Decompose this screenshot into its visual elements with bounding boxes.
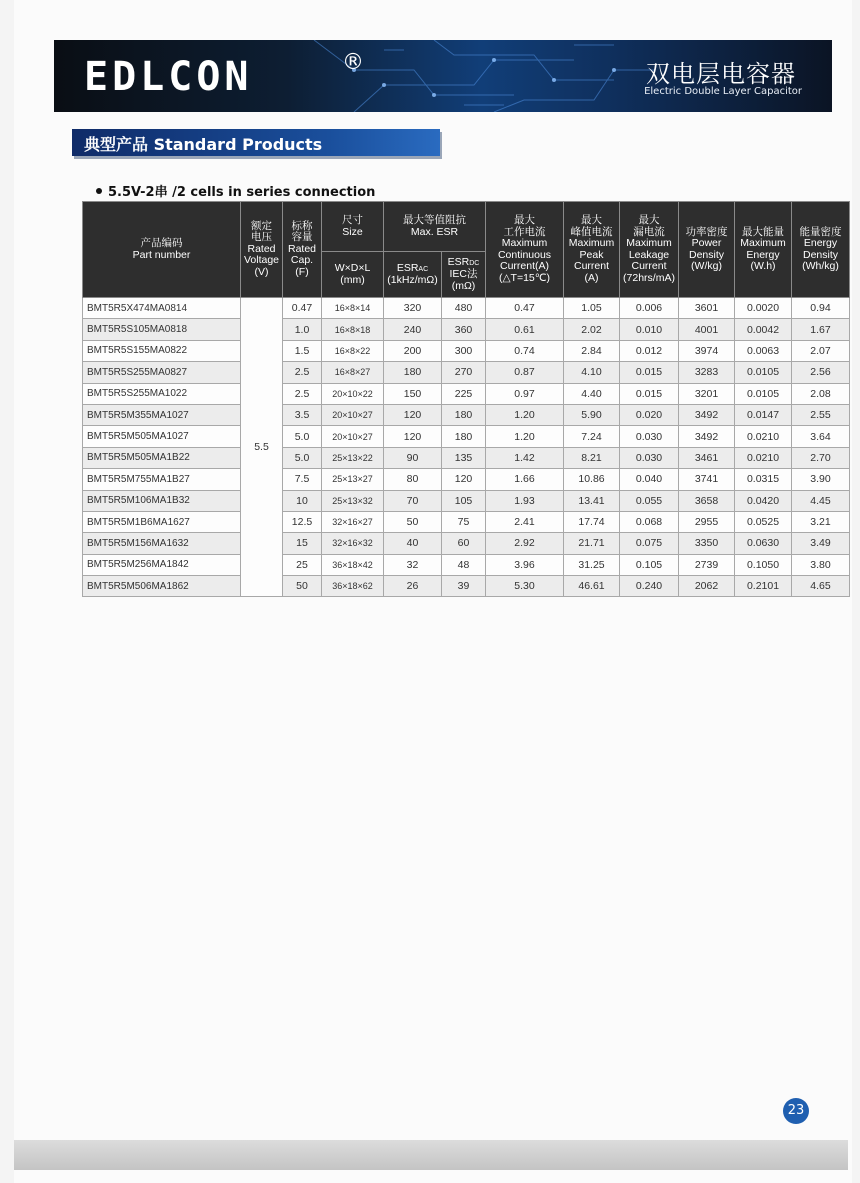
- cell-part-number: BMT5R5M1B6MA1627: [83, 511, 241, 532]
- table-row: [83, 426, 850, 447]
- cell-energy-density: 3.80: [792, 554, 850, 575]
- cell-power-density: 3350: [679, 533, 735, 554]
- table-row: [83, 404, 850, 425]
- cell-size: 25×13×32: [322, 490, 384, 511]
- cell-esr-ac: 120: [384, 404, 442, 425]
- cell-continuous-current: 2.92: [486, 533, 564, 554]
- table-row: [83, 533, 850, 554]
- cell-energy-density: 3.90: [792, 469, 850, 490]
- cell-capacitance: 1.5: [283, 340, 322, 361]
- cell-max-energy: 0.0525: [735, 511, 792, 532]
- cell-capacitance: 25: [283, 554, 322, 575]
- cell-max-energy: 0.0020: [735, 298, 792, 319]
- cell-max-energy: 0.0063: [735, 340, 792, 361]
- cell-esr-dc: 180: [442, 404, 486, 425]
- cell-leakage-current: 0.015: [620, 362, 679, 383]
- cell-esr-dc: 225: [442, 383, 486, 404]
- cell-size: 16×8×18: [322, 319, 384, 340]
- cell-esr-dc: 300: [442, 340, 486, 361]
- cell-energy-density: 2.07: [792, 340, 850, 361]
- cell-peak-current: 4.10: [564, 362, 620, 383]
- cell-part-number: BMT5R5M106MA1B32: [83, 490, 241, 511]
- cell-energy-density: 3.64: [792, 426, 850, 447]
- cell-max-energy: 0.0105: [735, 383, 792, 404]
- table-row: [83, 383, 850, 404]
- cell-esr-ac: 120: [384, 426, 442, 447]
- cell-part-number: BMT5R5M256MA1842: [83, 554, 241, 575]
- bullet-icon: [96, 188, 102, 194]
- standard-products-table: [82, 201, 850, 597]
- cell-max-energy: 0.2101: [735, 576, 792, 597]
- cell-esr-dc: 180: [442, 426, 486, 447]
- cell-power-density: 3201: [679, 383, 735, 404]
- header-size-dims: W×D×L (mm): [322, 252, 384, 298]
- table-row: [83, 319, 850, 340]
- section-title: 典型产品 Standard Products: [84, 135, 323, 154]
- cell-capacitance: 5.0: [283, 447, 322, 468]
- cell-power-density: 3658: [679, 490, 735, 511]
- cell-power-density: 3283: [679, 362, 735, 383]
- cell-size: 36×18×42: [322, 554, 384, 575]
- cell-size: 16×8×22: [322, 340, 384, 361]
- cell-capacitance: 15: [283, 533, 322, 554]
- cell-leakage-current: 0.040: [620, 469, 679, 490]
- cell-size: 20×10×27: [322, 404, 384, 425]
- header-part-number: 产品编码 Part number: [83, 202, 241, 298]
- cell-peak-current: 2.02: [564, 319, 620, 340]
- cell-energy-density: 2.08: [792, 383, 850, 404]
- cell-esr-ac: 180: [384, 362, 442, 383]
- cell-capacitance: 12.5: [283, 511, 322, 532]
- header-rated-capacitance: 标称 容量 Rated Cap. (F): [283, 202, 322, 298]
- cell-peak-current: 13.41: [564, 490, 620, 511]
- cell-peak-current: 31.25: [564, 554, 620, 575]
- cell-peak-current: 46.61: [564, 576, 620, 597]
- cell-esr-dc: 48: [442, 554, 486, 575]
- cell-size: 32×16×32: [322, 533, 384, 554]
- cell-leakage-current: 0.020: [620, 404, 679, 425]
- cell-capacitance: 2.5: [283, 383, 322, 404]
- cell-max-energy: 0.0630: [735, 533, 792, 554]
- header-esr-ac: ESRAC (1kHz/mΩ): [384, 252, 442, 298]
- cell-size: 20×10×22: [322, 383, 384, 404]
- header-energy-density: 能量密度 Energy Density (Wh/kg): [792, 202, 850, 298]
- cell-esr-ac: 320: [384, 298, 442, 319]
- cell-part-number: BMT5R5M505MA1B22: [83, 447, 241, 468]
- header-size: 尺寸 Size: [322, 202, 384, 252]
- cell-power-density: 3741: [679, 469, 735, 490]
- table-row: [83, 511, 850, 532]
- header-title-en: Electric Double Layer Capacitor: [644, 86, 802, 97]
- cell-continuous-current: 3.96: [486, 554, 564, 575]
- cell-capacitance: 3.5: [283, 404, 322, 425]
- header-leakage-current: 最大 漏电流 Maximum Leakage Current (72hrs/mA): [620, 202, 679, 298]
- cell-continuous-current: 0.97: [486, 383, 564, 404]
- cell-leakage-current: 0.030: [620, 426, 679, 447]
- cell-size: 16×8×27: [322, 362, 384, 383]
- cell-esr-ac: 40: [384, 533, 442, 554]
- cell-max-energy: 0.0210: [735, 447, 792, 468]
- cell-capacitance: 0.47: [283, 298, 322, 319]
- header-continuous-current: 最大 工作电流 Maximum Continuous Current(A) (△T=15℃): [486, 202, 564, 298]
- subtitle-text: 5.5V-2串 /2 cells in series connection: [108, 185, 376, 200]
- cell-continuous-current: 0.74: [486, 340, 564, 361]
- cell-esr-dc: 75: [442, 511, 486, 532]
- cell-esr-ac: 200: [384, 340, 442, 361]
- cell-leakage-current: 0.075: [620, 533, 679, 554]
- cell-esr-dc: 270: [442, 362, 486, 383]
- series-subtitle: [96, 181, 375, 200]
- cell-continuous-current: 0.61: [486, 319, 564, 340]
- cell-esr-ac: 70: [384, 490, 442, 511]
- cell-esr-dc: 360: [442, 319, 486, 340]
- cell-part-number: BMT5R5M506MA1862: [83, 576, 241, 597]
- cell-esr-ac: 90: [384, 447, 442, 468]
- registered-mark: ®: [342, 50, 364, 75]
- cell-power-density: 3492: [679, 426, 735, 447]
- cell-capacitance: 10: [283, 490, 322, 511]
- table-row: [83, 490, 850, 511]
- cell-peak-current: 1.05: [564, 298, 620, 319]
- cell-esr-ac: 26: [384, 576, 442, 597]
- cell-max-energy: 0.0420: [735, 490, 792, 511]
- table-row: [83, 576, 850, 597]
- cell-energy-density: 0.94: [792, 298, 850, 319]
- cell-part-number: BMT5R5S255MA0827: [83, 362, 241, 383]
- cell-peak-current: 2.84: [564, 340, 620, 361]
- cell-peak-current: 8.21: [564, 447, 620, 468]
- cell-capacitance: 1.0: [283, 319, 322, 340]
- cell-power-density: 4001: [679, 319, 735, 340]
- header-esr-dc: ESRDC IEC法 (mΩ): [442, 252, 486, 298]
- cell-power-density: 3461: [679, 447, 735, 468]
- cell-continuous-current: 1.66: [486, 469, 564, 490]
- cell-energy-density: 3.21: [792, 511, 850, 532]
- cell-continuous-current: 0.47: [486, 298, 564, 319]
- cell-size: 20×10×27: [322, 426, 384, 447]
- cell-esr-dc: 39: [442, 576, 486, 597]
- table-row: [83, 469, 850, 490]
- cell-part-number: BMT5R5S255MA1022: [83, 383, 241, 404]
- cell-power-density: 2955: [679, 511, 735, 532]
- cell-power-density: 2739: [679, 554, 735, 575]
- cell-esr-ac: 80: [384, 469, 442, 490]
- cell-capacitance: 2.5: [283, 362, 322, 383]
- cell-max-energy: 0.0147: [735, 404, 792, 425]
- cell-peak-current: 21.71: [564, 533, 620, 554]
- cell-energy-density: 2.55: [792, 404, 850, 425]
- cell-continuous-current: 5.30: [486, 576, 564, 597]
- cell-part-number: BMT5R5M505MA1027: [83, 426, 241, 447]
- cell-peak-current: 7.24: [564, 426, 620, 447]
- header-title-cn: 双电层电容器: [646, 60, 796, 88]
- cell-energy-density: 2.70: [792, 447, 850, 468]
- cell-leakage-current: 0.015: [620, 383, 679, 404]
- cell-peak-current: 10.86: [564, 469, 620, 490]
- cell-capacitance: 7.5: [283, 469, 322, 490]
- cell-size: 16×8×14: [322, 298, 384, 319]
- cell-part-number: BMT5R5M355MA1027: [83, 404, 241, 425]
- cell-esr-dc: 120: [442, 469, 486, 490]
- cell-size: 25×13×22: [322, 447, 384, 468]
- cell-peak-current: 17.74: [564, 511, 620, 532]
- cell-energy-density: 4.65: [792, 576, 850, 597]
- table-row: [83, 447, 850, 468]
- cell-esr-dc: 480: [442, 298, 486, 319]
- cell-part-number: BMT5R5M156MA1632: [83, 533, 241, 554]
- cell-esr-dc: 105: [442, 490, 486, 511]
- cell-capacitance: 5.0: [283, 426, 322, 447]
- cell-leakage-current: 0.105: [620, 554, 679, 575]
- cell-leakage-current: 0.012: [620, 340, 679, 361]
- cell-energy-density: 3.49: [792, 533, 850, 554]
- cell-rated-voltage: 5.5: [241, 298, 283, 597]
- table-row: [83, 340, 850, 361]
- cell-max-energy: 0.1050: [735, 554, 792, 575]
- header-rated-voltage: 额定 电压 Rated Voltage (V): [241, 202, 283, 298]
- cell-esr-ac: 240: [384, 319, 442, 340]
- cell-leakage-current: 0.006: [620, 298, 679, 319]
- table-row: [83, 298, 850, 319]
- cell-max-energy: 0.0042: [735, 319, 792, 340]
- cell-power-density: 3974: [679, 340, 735, 361]
- cell-part-number: BMT5R5S105MA0818: [83, 319, 241, 340]
- cell-continuous-current: 1.20: [486, 426, 564, 447]
- cell-part-number: BMT5R5M755MA1B27: [83, 469, 241, 490]
- table-row: [83, 554, 850, 575]
- cell-esr-dc: 60: [442, 533, 486, 554]
- cell-peak-current: 4.40: [564, 383, 620, 404]
- cell-continuous-current: 1.20: [486, 404, 564, 425]
- cell-energy-density: 4.45: [792, 490, 850, 511]
- cell-continuous-current: 1.42: [486, 447, 564, 468]
- cell-leakage-current: 0.055: [620, 490, 679, 511]
- cell-continuous-current: 2.41: [486, 511, 564, 532]
- cell-power-density: 3492: [679, 404, 735, 425]
- cell-esr-dc: 135: [442, 447, 486, 468]
- cell-power-density: 2062: [679, 576, 735, 597]
- cell-part-number: BMT5R5S155MA0822: [83, 340, 241, 361]
- cell-size: 36×18×62: [322, 576, 384, 597]
- cell-peak-current: 5.90: [564, 404, 620, 425]
- cell-esr-ac: 150: [384, 383, 442, 404]
- cell-size: 32×16×27: [322, 511, 384, 532]
- cell-capacitance: 50: [283, 576, 322, 597]
- header-max-energy: 最大能量 Maximum Energy (W.h): [735, 202, 792, 298]
- cell-continuous-current: 0.87: [486, 362, 564, 383]
- section-title-tab: [72, 129, 440, 156]
- header-banner: [54, 40, 832, 112]
- scan-bottom-band: [14, 1140, 848, 1170]
- cell-max-energy: 0.0315: [735, 469, 792, 490]
- cell-power-density: 3601: [679, 298, 735, 319]
- header-power-density: 功率密度 Power Density (W/kg): [679, 202, 735, 298]
- page-number-badge: 23: [783, 1098, 809, 1124]
- cell-part-number: BMT5R5X474MA0814: [83, 298, 241, 319]
- cell-leakage-current: 0.010: [620, 319, 679, 340]
- cell-esr-ac: 32: [384, 554, 442, 575]
- cell-size: 25×13×27: [322, 469, 384, 490]
- cell-leakage-current: 0.030: [620, 447, 679, 468]
- cell-leakage-current: 0.240: [620, 576, 679, 597]
- cell-max-energy: 0.0105: [735, 362, 792, 383]
- cell-continuous-current: 1.93: [486, 490, 564, 511]
- cell-energy-density: 1.67: [792, 319, 850, 340]
- table-row: [83, 362, 850, 383]
- header-peak-current: 最大 峰值电流 Maximum Peak Current (A): [564, 202, 620, 298]
- cell-max-energy: 0.0210: [735, 426, 792, 447]
- cell-leakage-current: 0.068: [620, 511, 679, 532]
- cell-energy-density: 2.56: [792, 362, 850, 383]
- brand-logo: EDLCON: [84, 54, 253, 100]
- header-max-esr: 最大等值阻抗 Max. ESR: [384, 202, 486, 252]
- cell-esr-ac: 50: [384, 511, 442, 532]
